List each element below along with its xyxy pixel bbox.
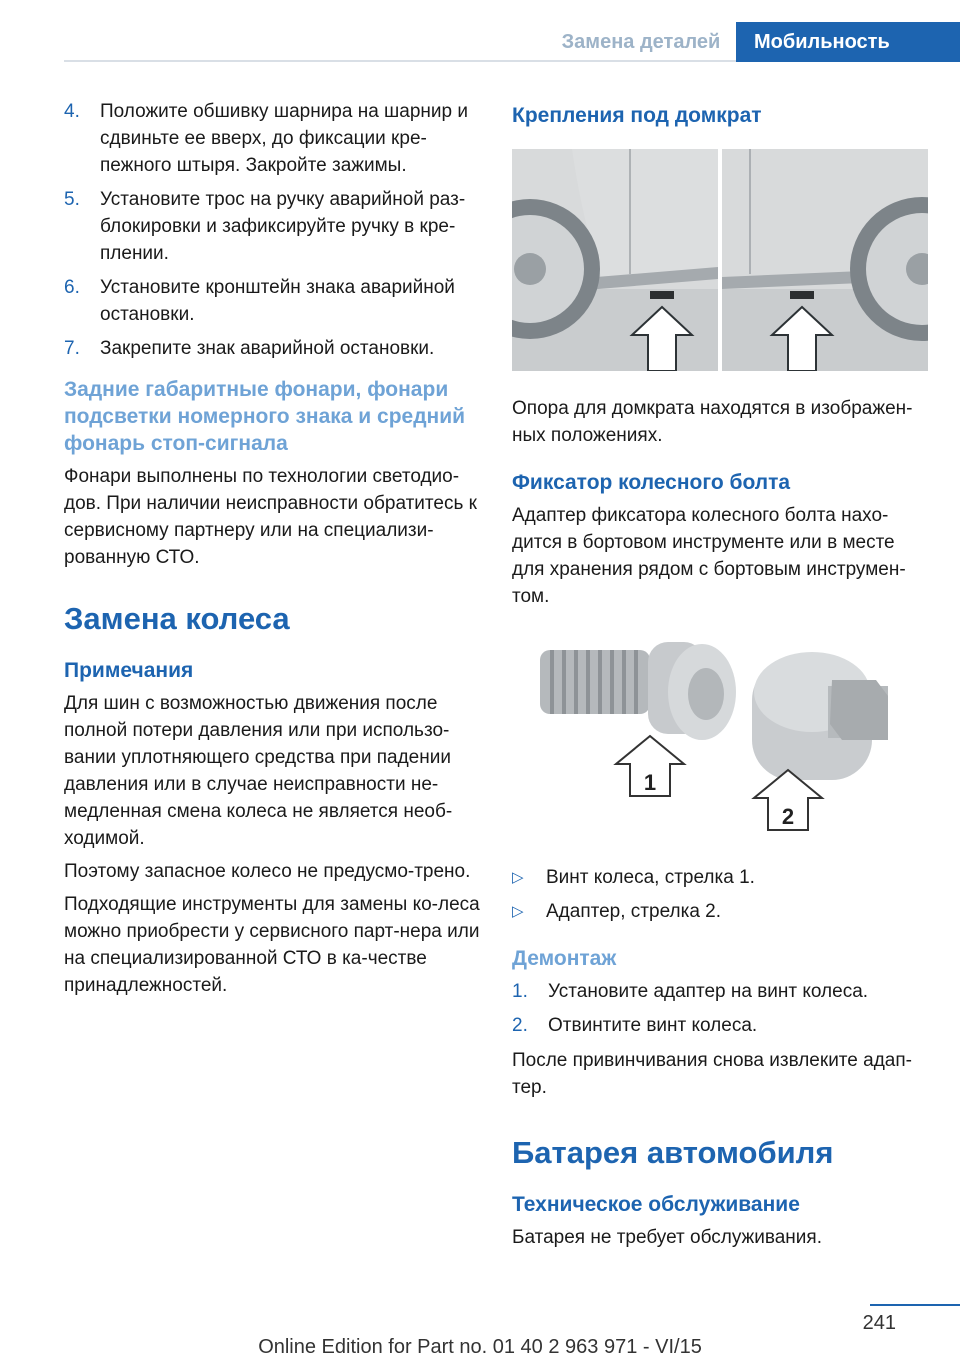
after-paragraph: После привинчивания снова извлеките адап-тер. <box>512 1050 912 1098</box>
notes-paragraph-1: Для шин с возможностью движения после полной потери давления или при использо-вании уплотняющего средства при падении давления или в случае неисправности не-медленная смена колеса не является необ-ходимой. <box>64 693 453 849</box>
step-number: 6. <box>64 277 80 298</box>
arrow-1-label: 1 <box>643 770 657 795</box>
lights-heading: Задние габаритные фонари, фонари подсветки номерного знака и средний фонарь стоп-сигнала <box>64 378 466 455</box>
battery-title: Батарея автомобиля <box>512 1135 834 1170</box>
footer-rule <box>870 1304 960 1306</box>
step-text: Положите обшивку шарнира на шарнир и сдвиньте ее вверх, до фиксации кре-пежного штыря. Закройте зажимы. <box>100 101 468 176</box>
figure-legend-list <box>512 864 928 925</box>
list-item <box>512 978 928 1005</box>
bullet-triangle-icon: ▷ <box>512 869 524 886</box>
list-item <box>64 335 480 362</box>
bullet-triangle-icon: ▷ <box>512 903 524 920</box>
wheel-lock-heading: Фиксатор колесного болта <box>512 471 791 494</box>
bullet-text: Винт колеса, стрелка 1. <box>546 867 755 888</box>
steps-list-a <box>64 98 480 362</box>
step-number: 1. <box>512 981 528 1002</box>
wheel-lock-paragraph: Адаптер фиксатора колесного болта нахо-дится в бортовом инструменте или в месте для хранения рядом с бортовым инструмен-том. <box>512 505 906 607</box>
jack-points-figure <box>512 149 928 371</box>
edition-footer: Online Edition for Part no. 01 40 2 963 971 - VI/15 <box>258 1336 702 1358</box>
wheel-change-title: Замена колеса <box>64 601 290 636</box>
notes-paragraph-2: Поэтому запасное колесо не предусмо-трено. <box>64 861 471 882</box>
section-tab[interactable]: Замена деталей <box>561 30 721 53</box>
notes-paragraph-3: Подходящие инструменты для замены ко-леса можно приобрести у сервисного парт-нера или на специализированной СТО в ка-честве принадлежностей. <box>64 894 480 996</box>
list-item <box>512 1012 928 1039</box>
jack-points-heading: Крепления под домкрат <box>512 104 762 127</box>
list-item <box>512 864 928 891</box>
step-text: Установите адаптер на винт колеса. <box>548 981 869 1002</box>
list-item <box>512 898 928 925</box>
jack-point-marker <box>790 291 814 299</box>
steps-list-b <box>512 978 928 1039</box>
step-number: 5. <box>64 189 80 210</box>
step-number: 4. <box>64 101 80 122</box>
step-text: Закрепите знак аварийной остановки. <box>100 338 435 359</box>
step-text: Отвинтите винт колеса. <box>548 1015 758 1036</box>
step-number: 7. <box>64 338 80 359</box>
jack-caption: Опора для домкрата находятся в изображен-ных положениях. <box>512 398 913 446</box>
lights-paragraph: Фонари выполнены по технологии светодио-дов. При наличии неисправности обратитесь к сервисному партнеру или на специализи-рованную СТО. <box>64 466 477 568</box>
maintenance-paragraph: Батарея не требует обслуживания. <box>512 1227 822 1248</box>
step-text: Установите трос на ручку аварийной раз-блокировки и зафиксируйте ручку в кре-плении. <box>100 189 466 264</box>
notes-heading: Примечания <box>64 659 194 682</box>
adapter-icon <box>752 652 888 780</box>
bullet-text: Адаптер, стрелка 2. <box>546 901 722 922</box>
step-text: Установите кронштейн знака аварийной остановки. <box>100 277 455 325</box>
maintenance-heading: Техническое обслуживание <box>512 1193 800 1216</box>
wheel-lock-figure <box>512 640 928 840</box>
wheel-bolt-icon <box>540 642 736 740</box>
jack-point-marker <box>650 291 674 299</box>
list-item <box>64 98 480 179</box>
arrow-2-label: 2 <box>781 804 795 829</box>
removal-heading: Демонтаж <box>512 947 617 970</box>
chapter-tab[interactable]: Мобильность <box>736 22 960 62</box>
page-number: 241 <box>862 1312 896 1334</box>
right-column <box>512 98 928 1257</box>
list-item <box>64 274 480 328</box>
list-item <box>64 186 480 267</box>
left-column <box>64 98 480 1005</box>
step-number: 2. <box>512 1015 528 1036</box>
arrow-1-icon <box>616 736 684 796</box>
